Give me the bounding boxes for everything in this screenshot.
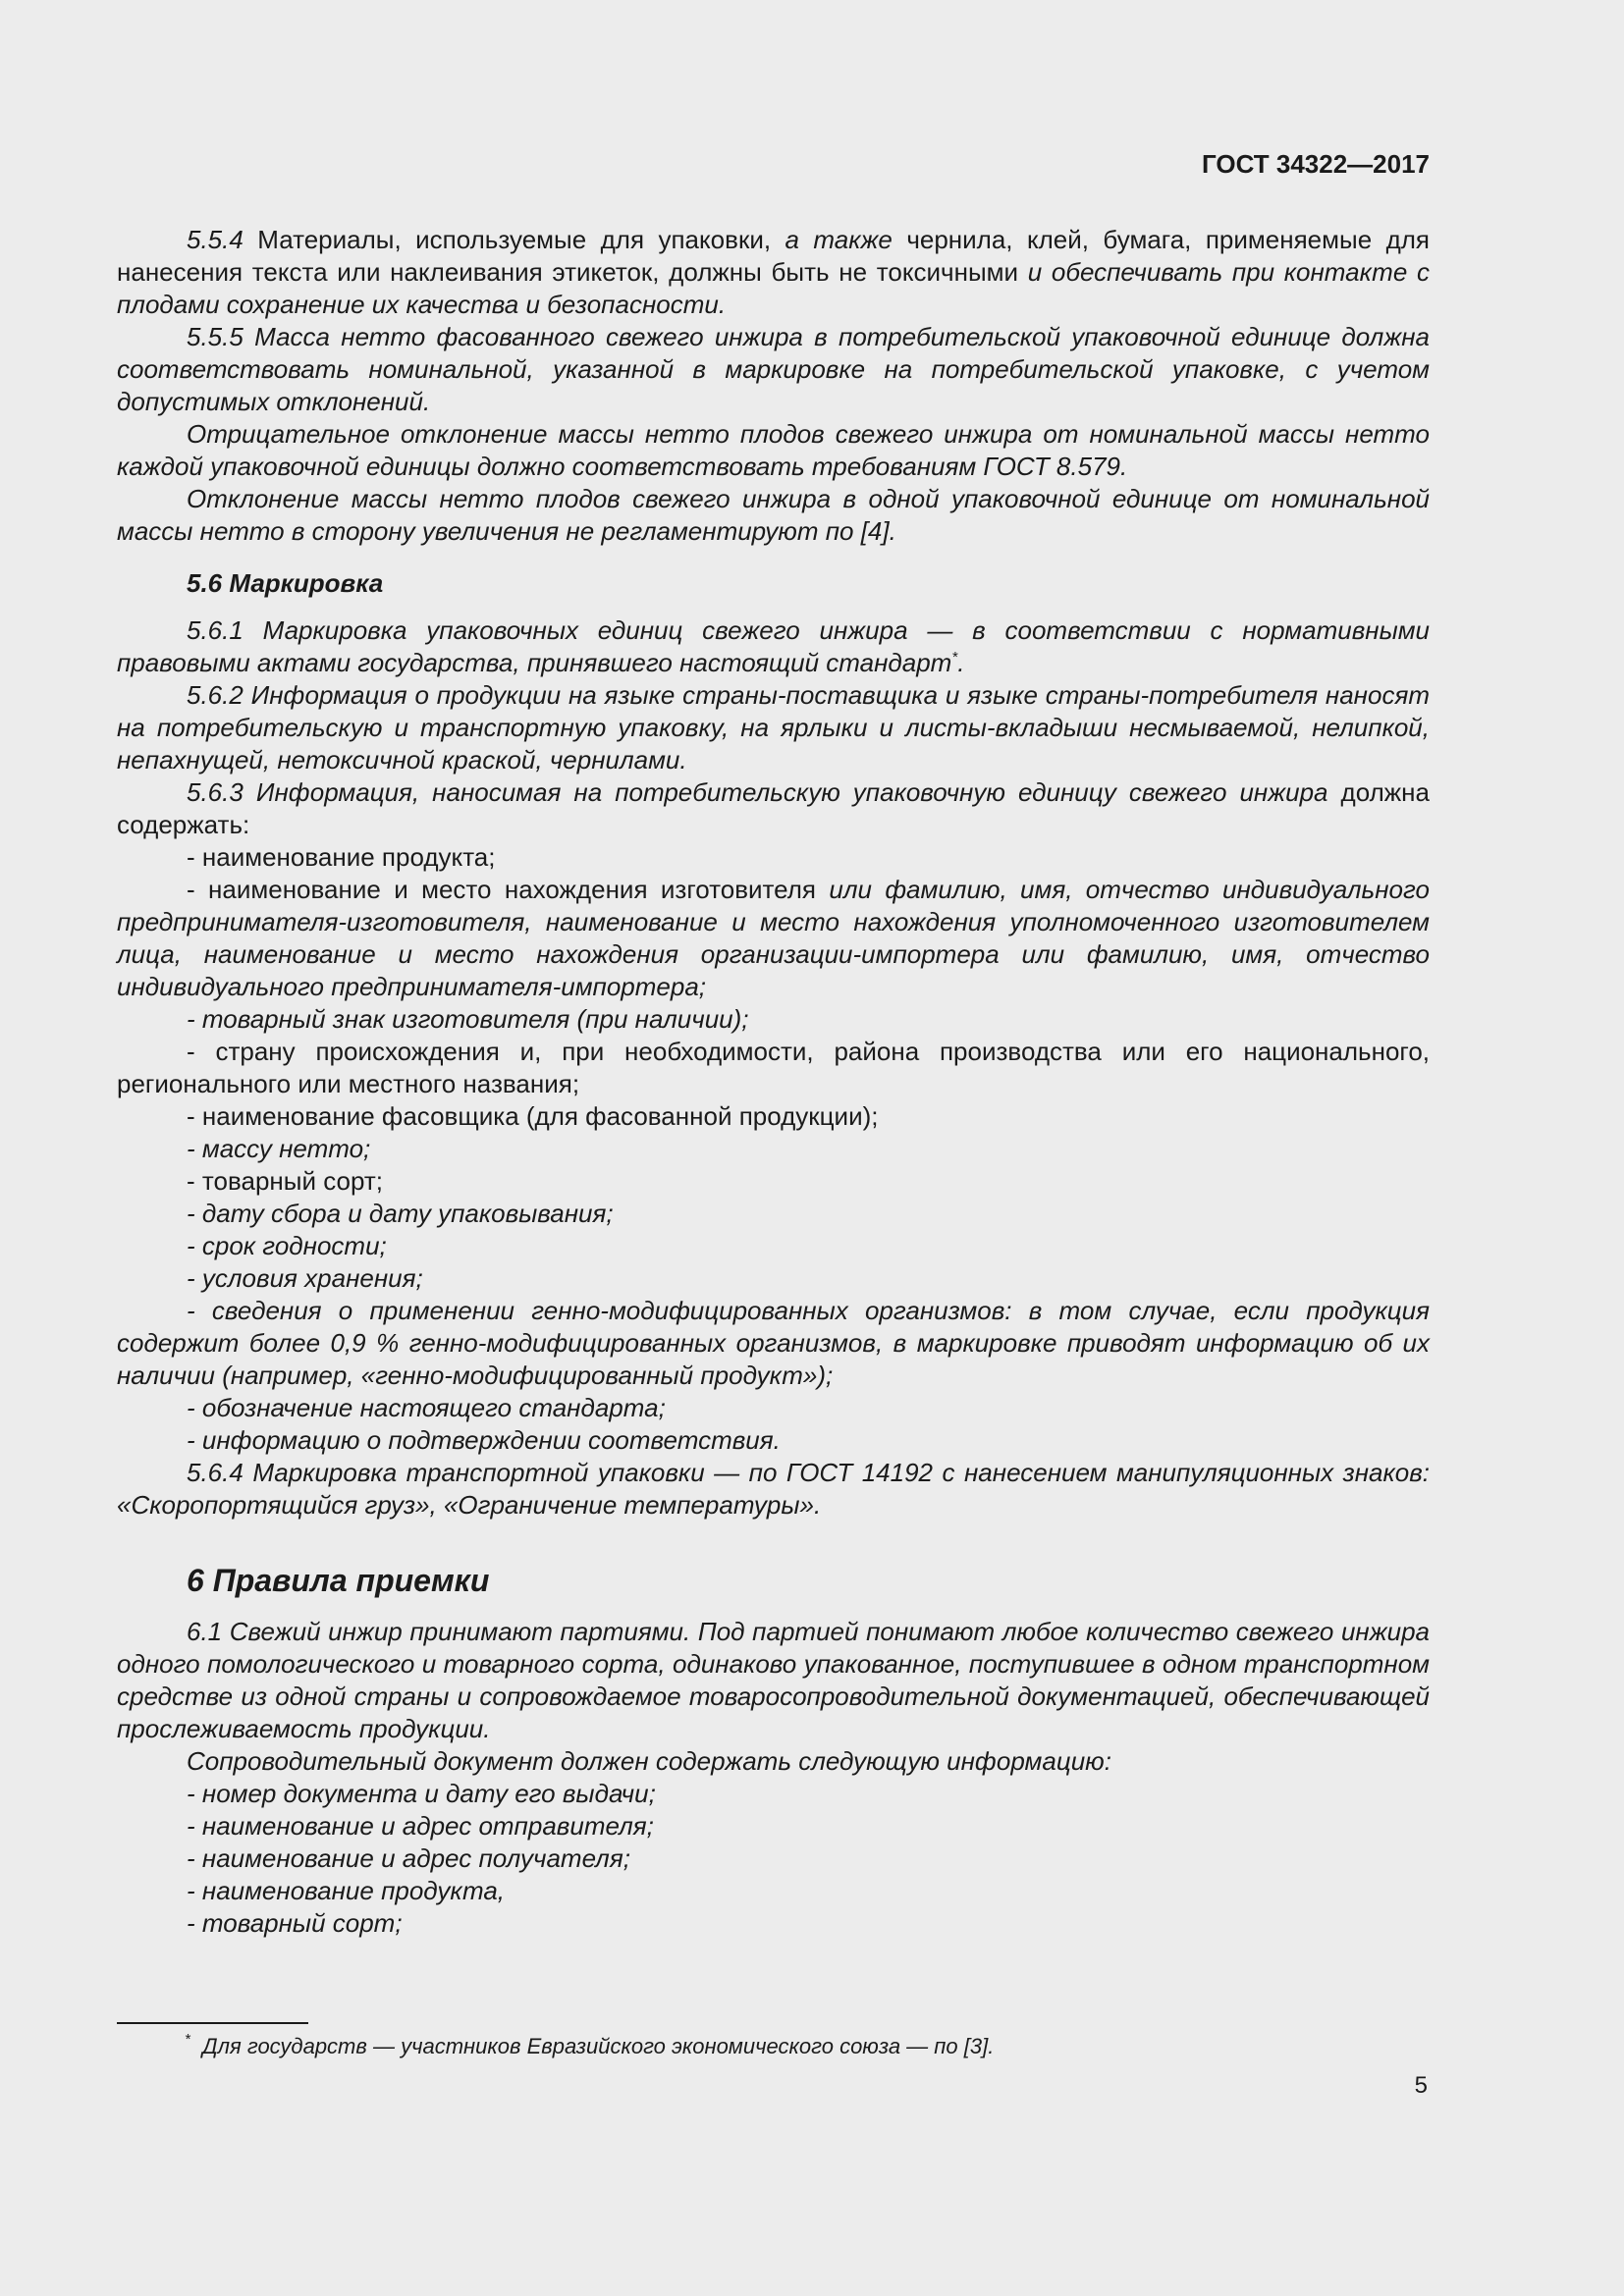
list-item: - наименование и адрес получателя;	[187, 1843, 630, 1873]
footnote-text: Для государств — участников Евразийского экономического союза — по [3].	[202, 2034, 995, 2058]
text-run: .	[957, 648, 965, 677]
text-run: должна содержать:	[117, 777, 1430, 839]
section-heading-6: 6 Правила приемки	[187, 1563, 490, 1598]
page-number: 5	[1414, 2072, 1428, 2099]
text-run: 5.6.3 Информация, наносимая на потребительскую упаковочную единицу свежего инжира	[187, 777, 1328, 807]
footnote	[185, 2032, 994, 2061]
paragraph-5-6-3	[117, 776, 1430, 841]
list-item: - условия хранения;	[187, 1263, 423, 1293]
list-item: - сведения о применении генно-модифицированных организмов: в том случае, если продукция содержит более 0,9 % генно-модифицированных организмов, в маркировке приводят информацию об их наличии (например, «генно-модифицированный продукт»);	[117, 1296, 1430, 1390]
footnote-divider	[117, 2022, 308, 2024]
paragraph-5-5-5-positive-deviation: Отклонение массы нетто плодов свежего инжира в одной упаковочной единице от номинальной массы нетто в сторону увеличения не регламентируют по [4].	[117, 484, 1430, 546]
list-item: - массу нетто;	[187, 1134, 371, 1163]
list-item: - наименование фасовщика (для фасованной продукции);	[187, 1101, 879, 1131]
list-item: - страну происхождения и, при необходимости, района производства или его национального, регионального или местного названия;	[117, 1037, 1430, 1098]
text-run: - наименование и место нахождения изготовителя	[187, 875, 830, 904]
list-item: - наименование продукта,	[187, 1876, 505, 1905]
list-item: - обозначение настоящего стандарта;	[187, 1393, 666, 1422]
list-item: - дату сбора и дату упаковывания;	[187, 1199, 614, 1228]
list-item: - товарный сорт;	[187, 1166, 383, 1196]
section-heading-5-6: 5.6 Маркировка	[187, 568, 384, 598]
footnote-reference[interactable]: *	[951, 649, 958, 666]
list-item: - товарный сорт;	[187, 1908, 403, 1938]
list-item	[117, 874, 1430, 1003]
paragraph-6-1: 6.1 Свежий инжир принимают партиями. Под партией понимают любое количество свежего инжира одного помологического и товарного сорта, одинаково упакованное, поступившее в одном транспортном средстве из одной страны и сопровождаемое товаросопроводительной документацией, обеспечивающей прослеживаемость продукции.	[117, 1617, 1430, 1743]
paragraph-6-1-document: Сопроводительный документ должен содержать следующую информацию:	[187, 1746, 1111, 1776]
paragraph-5-6-2: 5.6.2 Информация о продукции на языке страны-поставщика и языке страны-потребителя наносят на потребительскую и транспортную упаковку, на ярлыки и листы-вкладыши несмываемой, нелипкой, непахнущей, нетоксичной краской, чернилами.	[117, 680, 1430, 774]
list-item: - информацию о подтверждении соответствия.	[187, 1425, 781, 1455]
list-item: - наименование и адрес отправителя;	[187, 1811, 654, 1841]
paragraph-5-6-1	[117, 614, 1430, 679]
clause-number: 5.5.4	[187, 225, 244, 254]
footnote-mark: *	[185, 2031, 190, 2048]
text-run: Материалы, используемые для упаковки,	[243, 225, 785, 254]
page-content	[117, 224, 1430, 1940]
paragraph-5-6-4: 5.6.4 Маркировка транспортной упаковки — по ГОСТ 14192 с нанесением манипуляционных знаков: «Скоропортящийся груз», «Ограничение температуры».	[117, 1458, 1430, 1520]
standard-header: ГОСТ 34322—2017	[1202, 149, 1430, 179]
text-run: чернила, клей, бумага, применяемые для нанесения текста или наклеивания этикеток, должны быть не токсичными	[117, 225, 1431, 287]
list-item: - номер документа и дату его выдачи;	[187, 1779, 656, 1808]
list-item: - срок годности;	[187, 1231, 387, 1260]
text-run: или фамилию, имя, отчество индивидуального предпринимателя-изготовителя, наименование и место нахождения уполномоченного изготовителем лица, наименование и место нахождения организации-импортера или фамилию, имя, отчество индивидуального предпринимателя-импортера;	[117, 875, 1430, 1001]
text-run: и обеспечивать при контакте с плодами сохранение их качества и безопасности.	[117, 257, 1430, 319]
list-item: - товарный знак изготовителя (при наличии);	[187, 1004, 749, 1034]
paragraph-5-5-5: 5.5.5 Масса нетто фасованного свежего инжира в потребительской упаковочной единице должна соответствовать номинальной, указанной в маркировке на потребительской упаковке, с учетом допустимых отклонений.	[117, 322, 1430, 416]
text-run: а также	[785, 225, 893, 254]
list-item: - наименование продукта;	[187, 842, 496, 872]
paragraph-5-5-5-negative-deviation: Отрицательное отклонение массы нетто плодов свежего инжира от номинальной массы нетто каждой упаковочной единицы должно соответствовать требованиям ГОСТ 8.579.	[117, 419, 1430, 481]
paragraph-5-5-4	[117, 224, 1430, 321]
text-run: 5.6.1 Маркировка упаковочных единиц свежего инжира — в соответствии с нормативными правовыми актами государства, принявшего настоящий стандарт	[117, 615, 1430, 677]
